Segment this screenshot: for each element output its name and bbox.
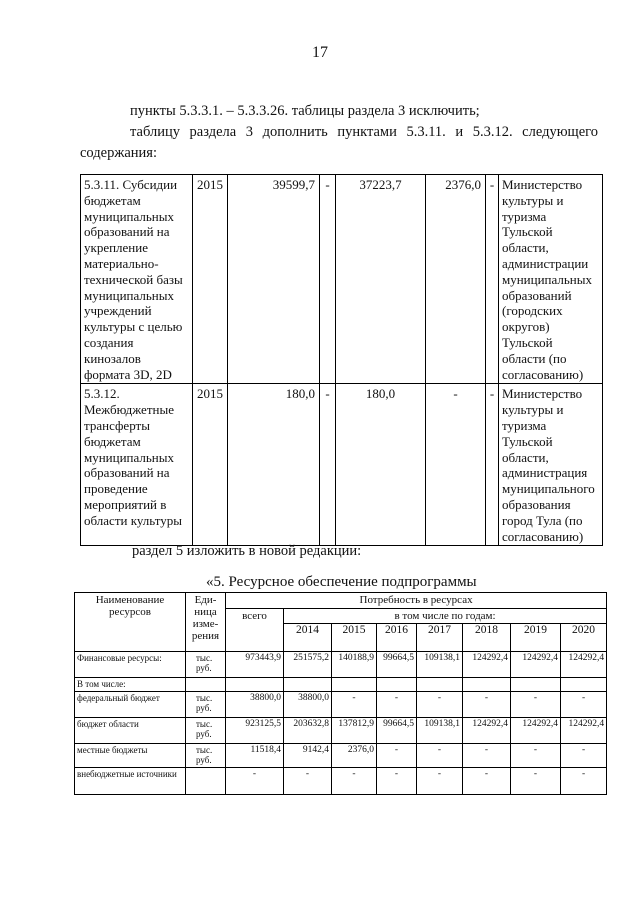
resource-year-value: -: [561, 744, 607, 768]
page-number: 17: [312, 44, 328, 61]
resource-year-value: [561, 678, 607, 692]
header-year: 2019: [511, 624, 561, 652]
resource-year-value: -: [332, 768, 377, 795]
resource-total: -: [226, 768, 284, 795]
header-row: [75, 593, 607, 609]
resource-year-value: [332, 678, 377, 692]
resource-unit: [186, 678, 226, 692]
header-year: 2020: [561, 624, 607, 652]
resource-name: федеральный бюджет: [75, 692, 186, 718]
resource-year-value: 38800,0: [284, 692, 332, 718]
header-year: 2014: [284, 624, 332, 652]
measure-col3: 2376,0: [426, 175, 486, 384]
resource-year-value: 99664,5: [377, 652, 417, 678]
table-row: [75, 744, 607, 768]
measure-col2: 37223,7: [336, 175, 426, 384]
resource-year-value: 9142,4: [284, 744, 332, 768]
resources-table: [74, 592, 607, 795]
resource-year-value: 124292,4: [463, 652, 511, 678]
resource-year-value: -: [561, 692, 607, 718]
resource-year-value: [463, 678, 511, 692]
resource-name: бюджет области: [75, 718, 186, 744]
resource-year-value: -: [284, 768, 332, 795]
resource-year-value: [417, 678, 463, 692]
header-by-years: в том числе по годам:: [284, 609, 607, 624]
resource-year-value: -: [463, 768, 511, 795]
header-year: 2015: [332, 624, 377, 652]
resource-unit: тыс. руб.: [186, 692, 226, 718]
measure-total: 39599,7: [228, 175, 320, 384]
measure-name: 5.3.11. Субсидии бюджетам муниципальных образований на укрепление материально-технической базы муниципальных учреждений культуры с целью создания кинозалов формата 3D, 2D: [81, 175, 193, 384]
resource-year-value: 124292,4: [511, 652, 561, 678]
resource-total: 11518,4: [226, 744, 284, 768]
measure-executor: Министерство культуры и туризма Тульской области, администрации муниципальных образований (городских округов) Тульской области (по согласованию): [499, 175, 603, 384]
measure-col1: -: [320, 384, 336, 546]
resource-year-value: -: [332, 692, 377, 718]
resource-name: местные бюджеты: [75, 744, 186, 768]
header-total: всего: [226, 609, 284, 652]
resource-year-value: 251575,2: [284, 652, 332, 678]
resource-total: [226, 678, 284, 692]
resource-year-value: 109138,1: [417, 652, 463, 678]
resource-year-value: -: [417, 692, 463, 718]
measures-table: [80, 174, 603, 546]
table-row: [75, 692, 607, 718]
measure-col2: 180,0: [336, 384, 426, 546]
resource-year-value: 137812,9: [332, 718, 377, 744]
resource-year-value: 124292,4: [561, 652, 607, 678]
resource-year-value: 124292,4: [511, 718, 561, 744]
measure-name: 5.3.12. Межбюджетные трансферты бюджетам муниципальных образований на проведение мероприятий в области культуры: [81, 384, 193, 546]
resource-year-value: 203632,8: [284, 718, 332, 744]
measure-year: 2015: [193, 384, 228, 546]
measure-col4: -: [486, 175, 499, 384]
measure-col1: -: [320, 175, 336, 384]
paragraph-exclude-items: пункты 5.3.3.1. – 5.3.3.26. таблицы раздела 3 исключить;: [130, 103, 480, 119]
resource-year-value: 124292,4: [463, 718, 511, 744]
resource-year-value: -: [511, 768, 561, 795]
resource-unit: тыс. руб.: [186, 652, 226, 678]
resource-year-value: -: [561, 768, 607, 795]
resource-name: внебюджетные источники: [75, 768, 186, 795]
table-row: [75, 678, 607, 692]
header-resources: Наименование ресурсов: [75, 593, 186, 652]
resource-year-value: [377, 678, 417, 692]
resource-year-value: 99664,5: [377, 718, 417, 744]
measure-total: 180,0: [228, 384, 320, 546]
measure-year: 2015: [193, 175, 228, 384]
resource-year-value: -: [377, 692, 417, 718]
header-year: 2018: [463, 624, 511, 652]
header-unit: Еди-ница изме-рения: [186, 593, 226, 652]
resource-year-value: [284, 678, 332, 692]
measure-col4: -: [486, 384, 499, 546]
resource-year-value: 140188,9: [332, 652, 377, 678]
resource-unit: [186, 768, 226, 795]
resource-year-value: [511, 678, 561, 692]
table-row: [81, 384, 603, 546]
measure-col3: -: [426, 384, 486, 546]
header-year: 2017: [417, 624, 463, 652]
paragraph-content-label: содержания:: [80, 145, 158, 161]
table-row: [75, 652, 607, 678]
paragraph-add-items: таблицу раздела 3 дополнить пунктами 5.3.11. и 5.3.12. следующего: [130, 124, 598, 140]
header-year: 2016: [377, 624, 417, 652]
paragraph-section5: раздел 5 изложить в новой редакции:: [132, 543, 362, 559]
resource-year-value: -: [417, 768, 463, 795]
resource-year-value: -: [377, 744, 417, 768]
table-row: [81, 175, 603, 384]
resource-unit: тыс. руб.: [186, 718, 226, 744]
table-row: [75, 768, 607, 795]
resource-year-value: 124292,4: [561, 718, 607, 744]
resource-name: Финансовые ресурсы:: [75, 652, 186, 678]
header-need: Потребность в ресурсах: [226, 593, 607, 609]
resource-year-value: -: [417, 744, 463, 768]
resource-year-value: -: [463, 744, 511, 768]
resource-total: 973443,9: [226, 652, 284, 678]
resource-total: 923125,5: [226, 718, 284, 744]
resource-year-value: 109138,1: [417, 718, 463, 744]
resource-total: 38800,0: [226, 692, 284, 718]
table-caption: «5. Ресурсное обеспечение подпрограммы: [206, 574, 477, 590]
resource-year-value: -: [511, 744, 561, 768]
resource-year-value: -: [377, 768, 417, 795]
resource-year-value: -: [511, 692, 561, 718]
resource-unit: тыс. руб.: [186, 744, 226, 768]
table-row: [75, 718, 607, 744]
measure-executor: Министерство культуры и туризма Тульской области, администрация муниципального образования город Тула (по согласованию): [499, 384, 603, 546]
resource-name: В том числе:: [75, 678, 186, 692]
resource-year-value: -: [463, 692, 511, 718]
resource-year-value: 2376,0: [332, 744, 377, 768]
